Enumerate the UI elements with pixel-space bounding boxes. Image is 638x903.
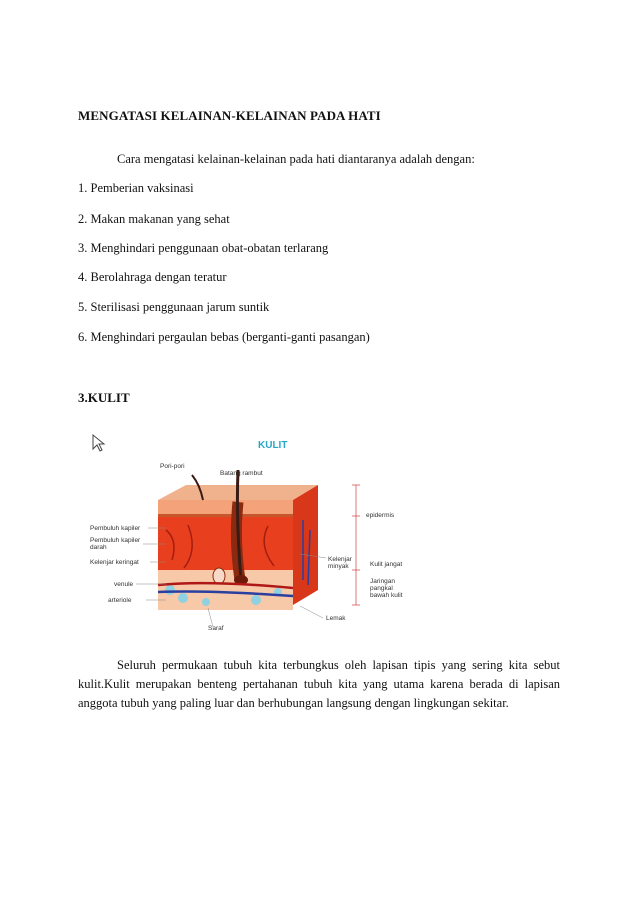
skin-diagram — [88, 430, 418, 635]
body-paragraph — [78, 656, 560, 713]
label-kelenjar-minyak-2: minyak — [328, 563, 349, 570]
label-epidermis: epidermis — [366, 512, 395, 519]
label-kelenjar-keringat: Kelenjar keringat — [90, 559, 139, 566]
list-item: 3. Menghindari penggunaan obat-obatan terlarang — [78, 241, 329, 255]
intro-text: Cara mengatasi kelainan-kelainan pada hati diantaranya adalah dengan: — [117, 152, 475, 166]
list-item: 2. Makan makanan yang sehat — [78, 212, 230, 226]
label-pori-pori: Pori-pori — [160, 463, 185, 470]
label-jaringan-2: pangkal — [370, 585, 393, 592]
list-item: 5. Sterilisasi penggunaan jarum suntik — [78, 300, 270, 314]
label-pembuluh-kapiler-darah-2: darah — [90, 544, 107, 551]
label-jaringan-3: bawah kulit — [370, 592, 403, 599]
skin-block — [158, 470, 318, 610]
layer-bracket — [352, 485, 360, 605]
paragraph-text: Seluruh permukaan tubuh kita terbungkus oleh lapisan tipis yang sering kita sebut kulit.Kulit merupakan benteng pertahanan tubuh kita yang utama karena berada di lapisan anggota tubuh yang paling luar dan berhubungan langsung dengan lingkungan sekitar. — [78, 658, 560, 710]
section-heading: 3.KULIT — [78, 390, 130, 405]
label-pembuluh-kapiler-darah: Pembuluh kapiler — [90, 537, 141, 544]
label-pembuluh-kapiler: Pembuluh kapiler — [90, 525, 141, 532]
label-venule: venule — [114, 581, 134, 588]
list-item: 4. Berolahraga dengan teratur — [78, 270, 227, 284]
list-item: 6. Menghindari pergaulan bebas (berganti-ganti pasangan) — [78, 330, 370, 344]
label-batang-rambut: Batang rambut — [220, 470, 263, 477]
label-jaringan: Jaringan — [370, 578, 395, 585]
label-arteriole: arteriole — [108, 597, 132, 604]
label-kulit-jangat: Kulit jangat — [370, 561, 403, 568]
label-lemak: Lemak — [326, 615, 346, 622]
label-kelenjar-minyak: Kelenjar — [328, 556, 352, 563]
document-title: MENGATASI KELAINAN-KELAINAN PADA HATI — [78, 108, 381, 123]
cursor-icon — [93, 435, 104, 451]
list-item: 1. Pemberian vaksinasi — [78, 181, 194, 195]
label-saraf: Saraf — [208, 625, 224, 632]
figure-title: KULIT — [258, 440, 288, 451]
